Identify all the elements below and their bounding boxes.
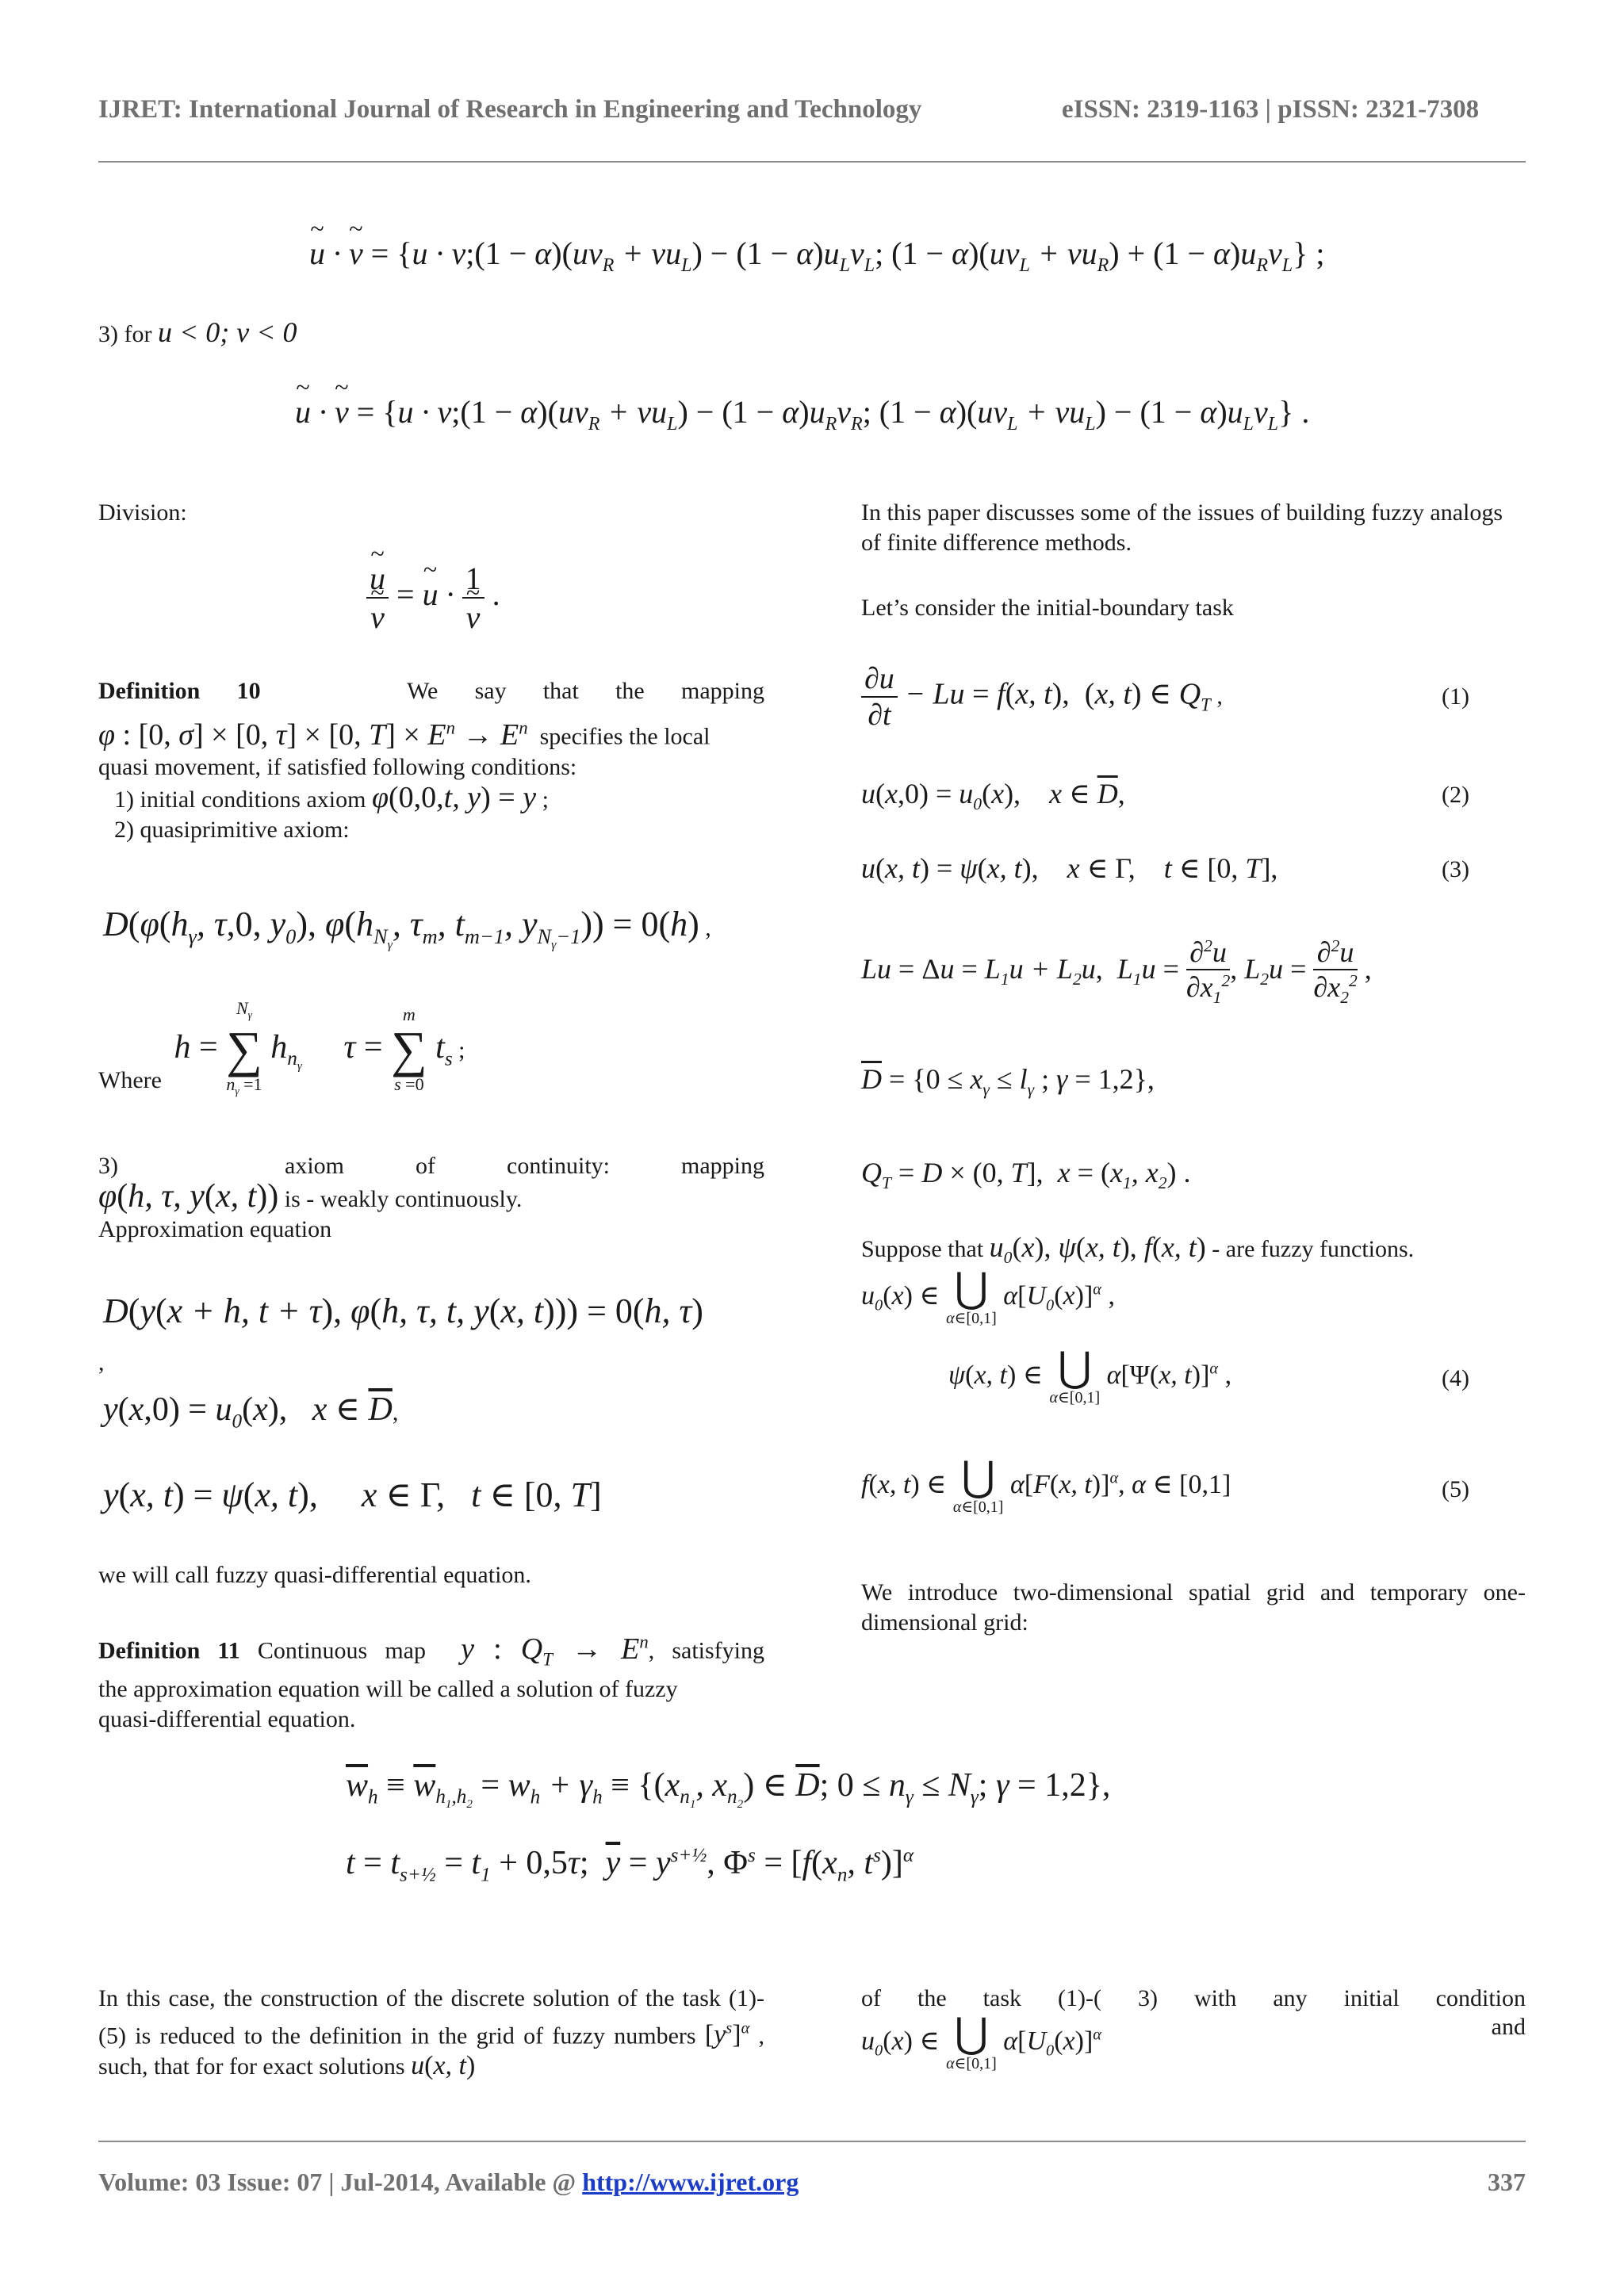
equation-QT: $Q_T = D \times (0$, T], $x = (x_1$, $x_2$) . [861,1157,1191,1193]
equation-product-case3: ~ u · ~ v = {u · v;(1 − $\alpha)(uv_R + vu_L) - (1 - \alpha)u_Rv_R$; $(1 - \alpha)(uv_L + vu_L) - (1 - \alpha)u_Lv_L$} . [295,393,1309,435]
header-rule [98,161,1526,163]
equation-laplacian: $Lu = \Delta u = L_1u + L_2u$, $L_1u$ = $\frac{\partial^2u}{\partial x_1^2}$ , $L_2u$ = $\frac{\partial^2u}{\partial x_2^2}$ , [861,936,1372,1008]
definition-11: Definition 11 Continuous map y : $Q_T \to E^n$, satisfying the approximation equation will be called a solution of fuzzy quasi-differential equation. [98,1632,765,1733]
axiom-continuity: 3) axiom of continuity: mapping φ(h, τ, y(x, t)) is - weakly continuously. Approximation equation [98,1153,764,1242]
equation-3: u(x, t) = ψ(x, t), x ∈ Γ, t ∈ [0, T], [861,852,1278,884]
eq2-number: (2) [1442,782,1469,808]
equation-1: $\frac{\partial u}{\partial t}$ − Lu = f(x, t), (x, t) ∈ $Q_T$ , [861,661,1223,733]
equation-boundary-y: y(x, t) = ψ(x, t), x ∈ Γ, t ∈ [0, T] [103,1475,602,1514]
page-number: 337 [1488,2168,1526,2196]
eq1-number: (1) [1442,683,1469,710]
issn: eISSN: 2319-1163 | pISSN: 2321-7308 [1062,95,1480,124]
consider-text: Let’s consider the initial-boundary task [861,595,1234,621]
equation-division: ~ u ~ v = ~ u · 1 ~ v . [366,560,500,636]
running-header [98,95,1526,124]
journal-link[interactable]: http://www.ijret.org [582,2168,799,2196]
bottom-right-text: of the task (1)-( 3) with any initial condition $u_0(x)$ ∈ ⋃ α∈[0,1] $\alpha[U_0(x)]^\alpha$ and [861,1985,1526,2072]
journal-title: IJRET: International Journal of Research in Engineering and Technology [98,95,922,124]
footer-volume: Volume: 03 Issue: 07 | Jul-2014, Available @ [98,2168,576,2196]
equation-spatial-grid: $\overline{w}_h \equiv \overline{w}_{h_1,h_2} = w_h + \gamma_h \equiv \{(x_{n_1}$, $x_{n_2}$) ∈ $\overline{D}$; $0 \le n_\gamma \le N_\gamma$; γ = 1,2}, [346,1767,1111,1812]
equation-4: ψ(x, t) ∈ ⋃ α∈[0,1] α[Ψ(x, t)]$^\alpha$ , [948,1345,1232,1406]
where-line: Where h = $N_\gamma$ ∑ $n_\gamma =1$ $h_{n_\gamma}$ τ = m ∑ s =0 $t_s$ ; [98,998,465,1097]
equation-5: f(x, t) ∈ ⋃ α∈[0,1] α[F(x, t)]$^\alpha$, α ∈ [0,1] [861,1455,1231,1516]
division-label: Division: [98,499,187,526]
eq5-number: (5) [1442,1476,1469,1502]
bottom-left-text: In this case, the construction of the discrete solution of the task (1)-(5) is reduced to the definition in the grid of fuzzy numbers $[y^s]^\alpha$ , such, that for for exact solutions u(x, t) [98,1985,765,2081]
equation-domain-D: $\overline{D} = \{0 \le x_\gamma \le l_\gamma$ ; γ = 1,2}, [861,1063,1155,1100]
equation-quasiprimitive: $D(\varphi(h_\gamma$, τ,0, $y_0$), $\varphi(h_{N_\gamma}$, $\tau_m$, $t_{m-1}$, $y_{N_\gamma-1})) = 0(h)$ , [103,905,711,952]
eq3-number: (3) [1442,856,1469,882]
case3-line: 3) for u < 0; v < 0 [98,316,297,348]
definition-10: Definition 10 We say that the mapping φ : [0, σ] × [0, τ] × [0, $T] \times E^n \to E^n$ specifies the local quasi movement, if satisfied following conditions: 1) initial conditions axiom φ(0,0,t, y) = y ; 2) quasiprimitive axiom: [98,678,764,843]
equation-product-case2: ~ u · ~ v = {u · v;(1 − $\alpha)(uv_R + vu_L) - (1 - \alpha)u_Lv_L$; $(1 - \alpha)(uv_L + vu_R) + (1 - \alpha)u_Rv_L$} ; [309,235,1324,277]
footer-rule [98,2141,1526,2142]
equation-temporal-grid: $t = t_{s+\frac{1}{2}} = t_1 + 0,5\tau$; $\overline{y} = y^{s+\frac{1}{2}}$, $\Phi^s = [f(x_n$, $t^s)]^\alpha$ [346,1845,914,1886]
grid-intro: We introduce two-dimensional spatial grid and temporary one-dimensional grid: [861,1579,1526,1636]
equation-initial-y: $y(x,0) = u_0(x)$, x ∈ $\overline{D}$, [103,1391,399,1433]
footer [98,2168,1526,2197]
suppose-line: Suppose that $u_0(x)$, ψ(x, t), f(x, t) - are fuzzy functions. [861,1231,1415,1268]
intro-text: In this paper discusses some of the issues of building fuzzy analogs of finite difference methods. [861,499,1503,556]
equation-u0-membership: $u_0(x)$ ∈ ⋃ α∈[0,1] $\alpha[U_0(x)]^\alpha$ , [861,1266,1115,1327]
eq4-number: (4) [1442,1365,1469,1391]
equation-approximation: D(y(x + h, t + τ), φ(h, τ, t, y(x, t))) = 0(h, τ) [103,1292,703,1330]
equation-2: $u(x,0) = u_0(x)$, x ∈ $\overline{D}$, [861,778,1125,814]
qde-text: we will call fuzzy quasi-differential equation. [98,1562,531,1588]
